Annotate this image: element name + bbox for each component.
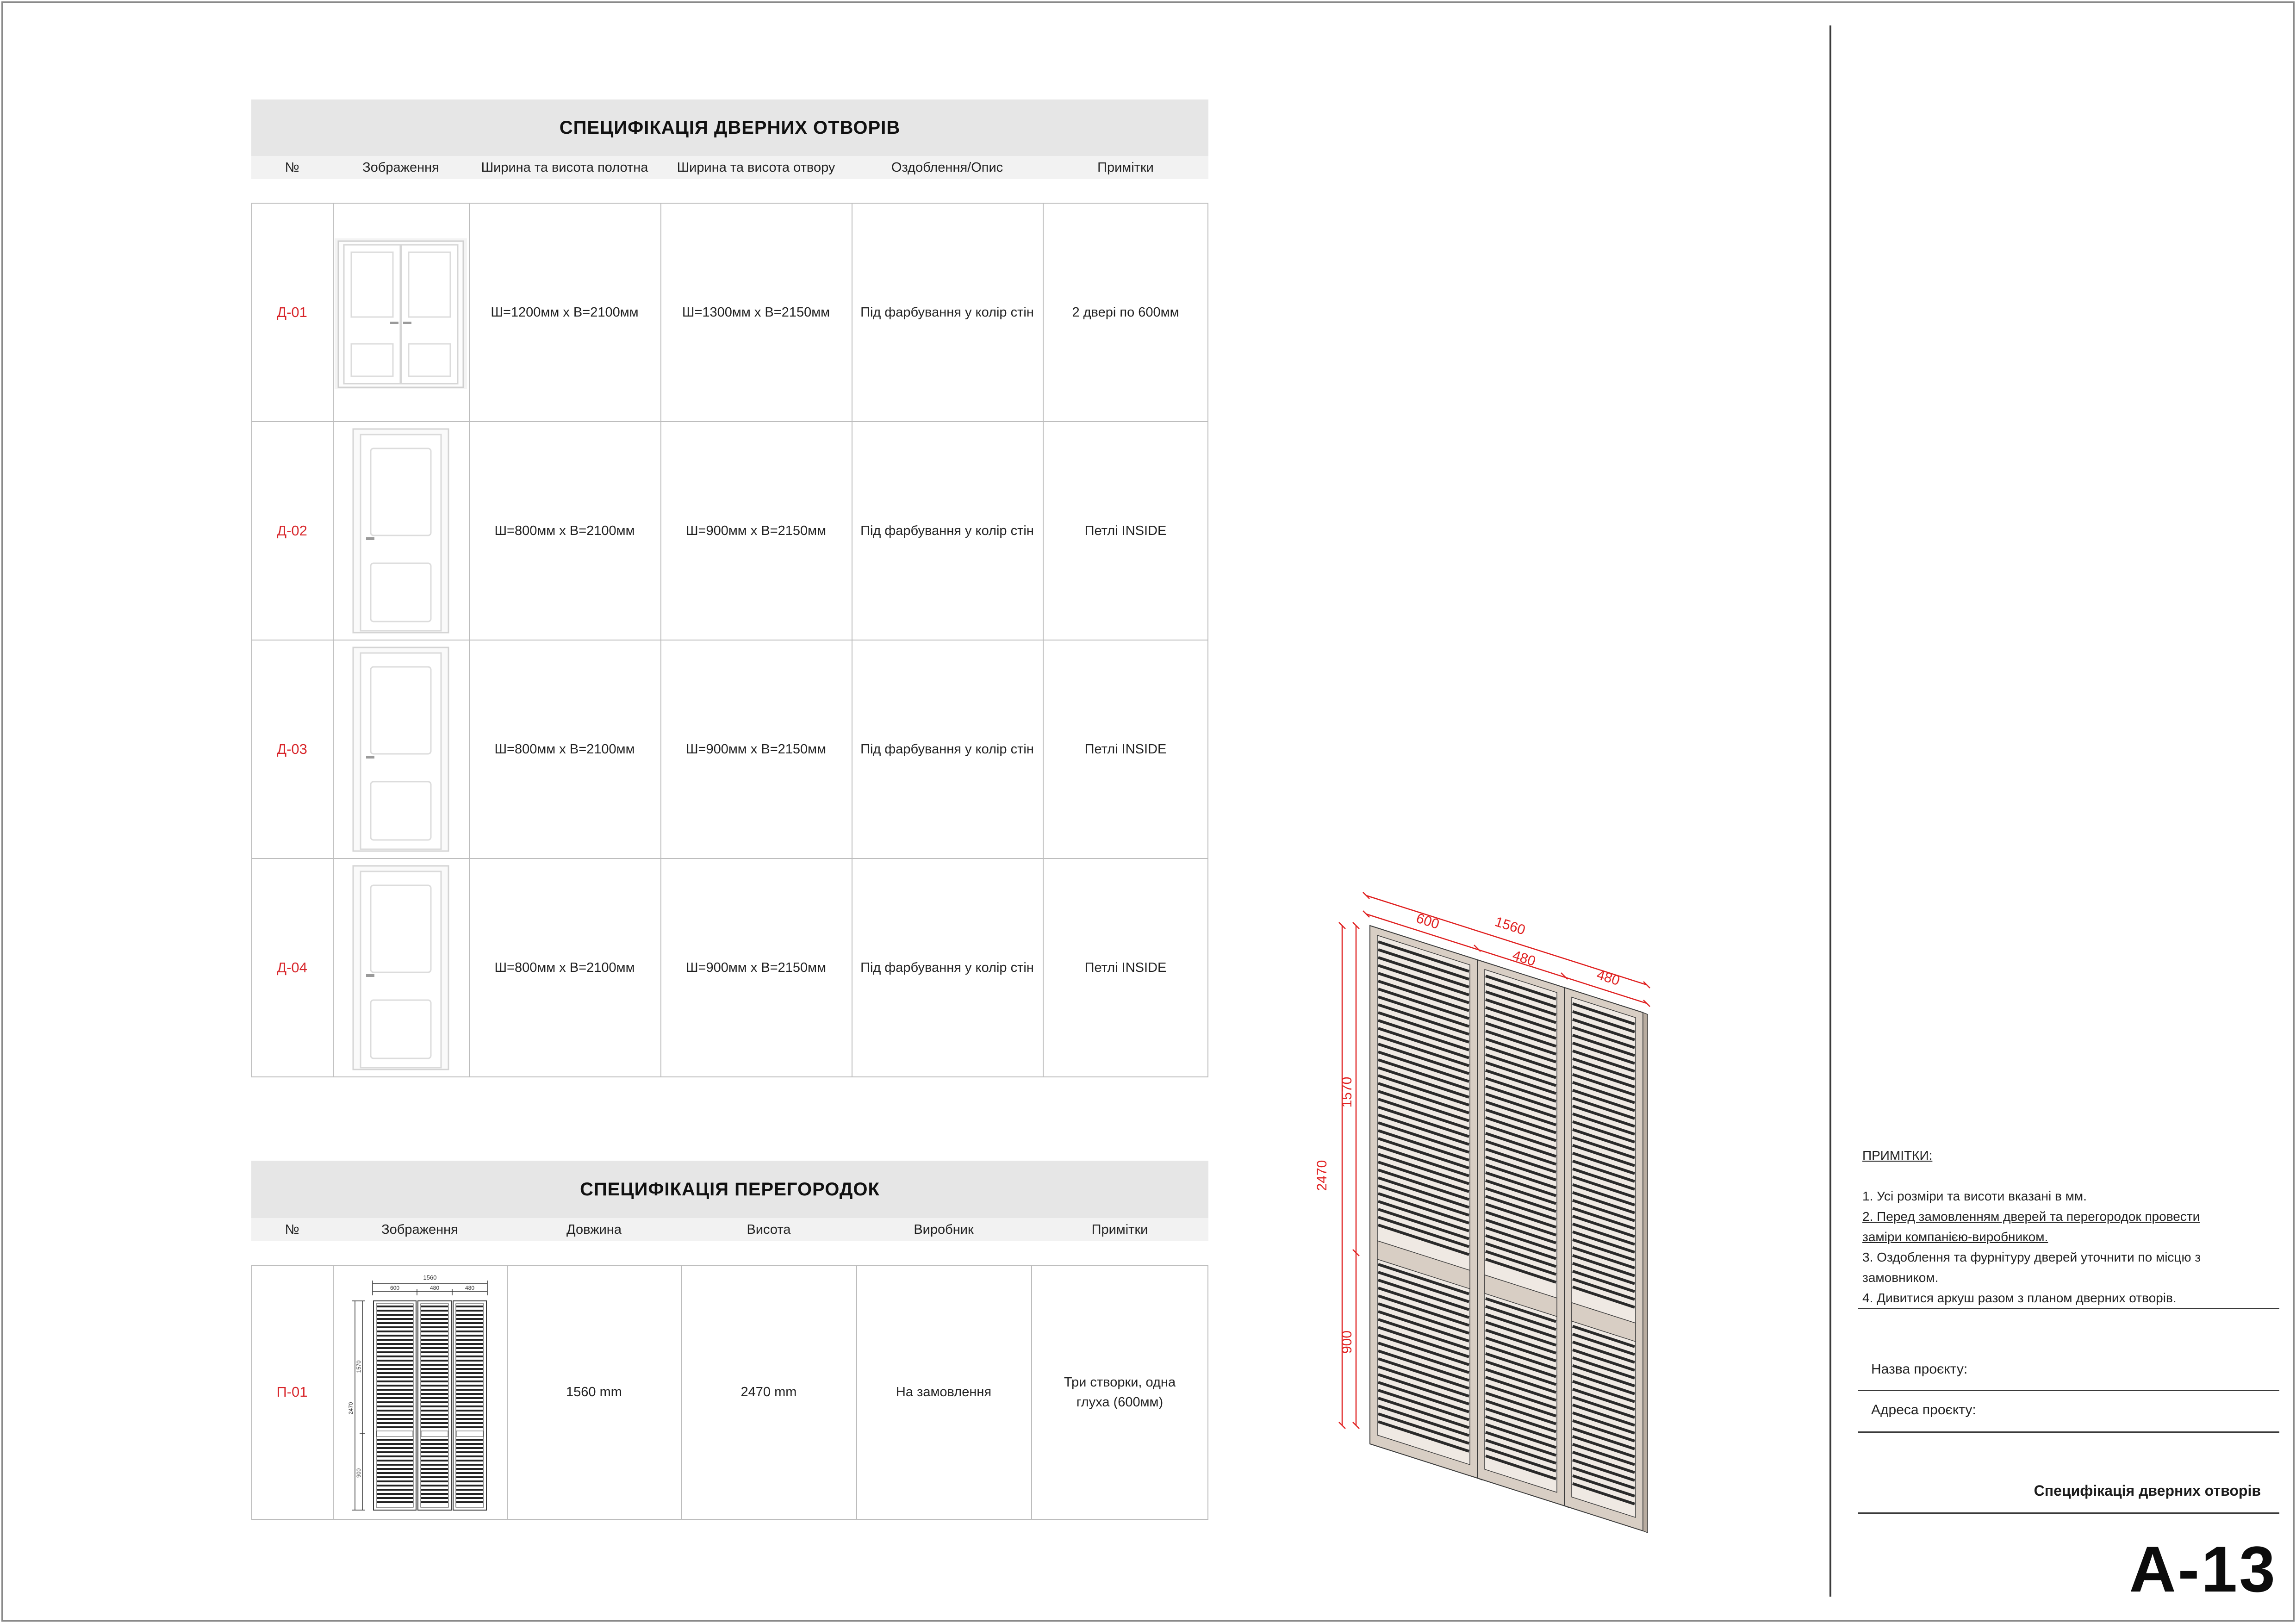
thumb-dim-w1: 600	[390, 1285, 400, 1291]
dim-lower-height: 900	[1339, 1330, 1355, 1354]
dim-panel-3: 480	[1595, 967, 1622, 989]
sheet-number: А-13	[2129, 1533, 2277, 1605]
door-note: Петлі INSIDE	[1084, 741, 1167, 757]
header-height: Висота	[747, 1222, 791, 1237]
note-item: 3. Оздоблення та фурнітуру дверей уточнити по місцю з замовником.	[1862, 1250, 2201, 1285]
note-item: 1. Усі розміри та висоти вказані в мм.	[1862, 1189, 2087, 1203]
title-block-line	[1858, 1390, 2279, 1391]
door-id: Д-02	[277, 522, 307, 539]
door-leaf-size: Ш=1200мм х В=2100мм	[491, 305, 639, 320]
iso-panel	[1370, 926, 1482, 1480]
door-id: Д-01	[277, 304, 307, 320]
header-opening-size: Ширина та висота отвору	[677, 160, 835, 175]
door-note: Петлі INSIDE	[1084, 523, 1167, 538]
partitions-table-title: СПЕЦИФІКАЦІЯ ПЕРЕГОРОДОК	[251, 1161, 1208, 1218]
door-opening-size: Ш=1300мм х В=2150мм	[682, 305, 830, 320]
louvered-partition-icon	[344, 1269, 501, 1516]
door-note: 2 двері по 600мм	[1072, 305, 1179, 320]
iso-panel	[1564, 988, 1648, 1533]
grid-line	[333, 203, 334, 1077]
door-finish: Під фарбування у колір стін	[860, 960, 1034, 975]
thumb-panel	[453, 1301, 486, 1510]
partition-length: 1560 mm	[566, 1385, 622, 1400]
doors-spec-table	[251, 99, 1208, 1078]
thumb-dim-h-upper: 1570	[355, 1360, 362, 1373]
thumb-dim-w2: 480	[429, 1285, 440, 1291]
thumb-panel	[418, 1301, 451, 1510]
header-image: Зображення	[362, 160, 439, 175]
thumb-dim-h-total: 2470	[348, 1402, 354, 1415]
door-leaf-size: Ш=800мм х В=2100мм	[494, 741, 635, 757]
door-opening-size: Ш=900мм х В=2150мм	[685, 523, 827, 538]
notes-block	[1862, 1145, 2293, 1308]
doors-table-title: СПЕЦИФІКАЦІЯ ДВЕРНИХ ОТВОРІВ	[251, 99, 1208, 156]
header-image: Зображення	[381, 1222, 458, 1237]
partition-maker: На замовлення	[896, 1385, 992, 1400]
notes-title: ПРИМІТКИ:	[1862, 1148, 1933, 1163]
grid-line	[251, 1519, 1208, 1520]
header-number: №	[285, 160, 299, 175]
grid-line	[333, 1265, 334, 1520]
thumb-dim-h-lower: 900	[355, 1468, 362, 1478]
header-leaf-size: Ширина та висота полотна	[481, 160, 648, 175]
double-door-icon	[335, 238, 467, 389]
title-block-line	[1858, 1431, 2279, 1433]
partitions-spec-table	[251, 1161, 1208, 1520]
header-length: Довжина	[566, 1222, 622, 1237]
header-number: №	[285, 1222, 299, 1237]
doors-header-row	[251, 156, 1208, 179]
door-id: Д-04	[277, 959, 307, 976]
header-maker: Виробник	[914, 1222, 974, 1237]
door-leaf-size: Ш=800мм х В=2100мм	[494, 960, 635, 975]
thumb-dim-total: 1560	[423, 1274, 437, 1281]
single-door-icon	[352, 647, 449, 852]
door-leaf-size: Ш=800мм х В=2100мм	[494, 523, 635, 538]
dim-total-width: 1560	[1493, 914, 1527, 938]
partition-id: П-01	[276, 1384, 308, 1400]
door-note: Петлі INSIDE	[1084, 960, 1167, 975]
title-block-divider	[1829, 25, 1831, 1597]
dim-panel-1: 600	[1414, 910, 1441, 933]
header-notes: Примітки	[1091, 1222, 1148, 1237]
header-notes: Примітки	[1097, 160, 1154, 175]
grid-line	[251, 1076, 1208, 1077]
iso-panel	[1477, 960, 1569, 1508]
title-block-line	[1858, 1512, 2279, 1514]
partitions-header-row	[251, 1218, 1208, 1241]
door-id: Д-03	[277, 740, 307, 757]
header-finish: Оздоблення/Опис	[891, 160, 1003, 175]
project-address-label: Адреса проєкту:	[1871, 1402, 1976, 1418]
door-finish: Під фарбування у колір стін	[860, 305, 1034, 320]
sheet-title: Специфікація дверних отворів	[2034, 1482, 2261, 1499]
partition-height: 2470 mm	[740, 1385, 797, 1400]
partition-isometric-drawing	[1305, 879, 1675, 1536]
single-door-icon	[352, 865, 449, 1070]
door-opening-size: Ш=900мм х В=2150мм	[685, 960, 827, 975]
note-item: 2. Перед замовленням дверей та перегородок провести заміри компанією-виробником.	[1862, 1209, 2200, 1244]
single-door-icon	[352, 428, 449, 634]
dim-upper-height: 1570	[1339, 1076, 1355, 1108]
title-block-line	[1858, 1308, 2279, 1309]
door-finish: Під фарбування у колір стін	[860, 741, 1034, 757]
door-finish: Під фарбування у колір стін	[860, 523, 1034, 538]
partition-note: Три створки, одна глуха (600мм)	[1064, 1375, 1176, 1410]
dim-total-height: 2470	[1314, 1160, 1330, 1191]
dim-panel-2: 480	[1511, 947, 1537, 970]
thumb-dim-w3: 480	[465, 1285, 475, 1291]
note-item: 4. Дивитися аркуш разом з планом дверних отворів.	[1862, 1291, 2177, 1305]
door-opening-size: Ш=900мм х В=2150мм	[685, 741, 827, 757]
project-name-label: Назва проєкту:	[1871, 1362, 1968, 1377]
thumb-panel	[373, 1301, 416, 1510]
